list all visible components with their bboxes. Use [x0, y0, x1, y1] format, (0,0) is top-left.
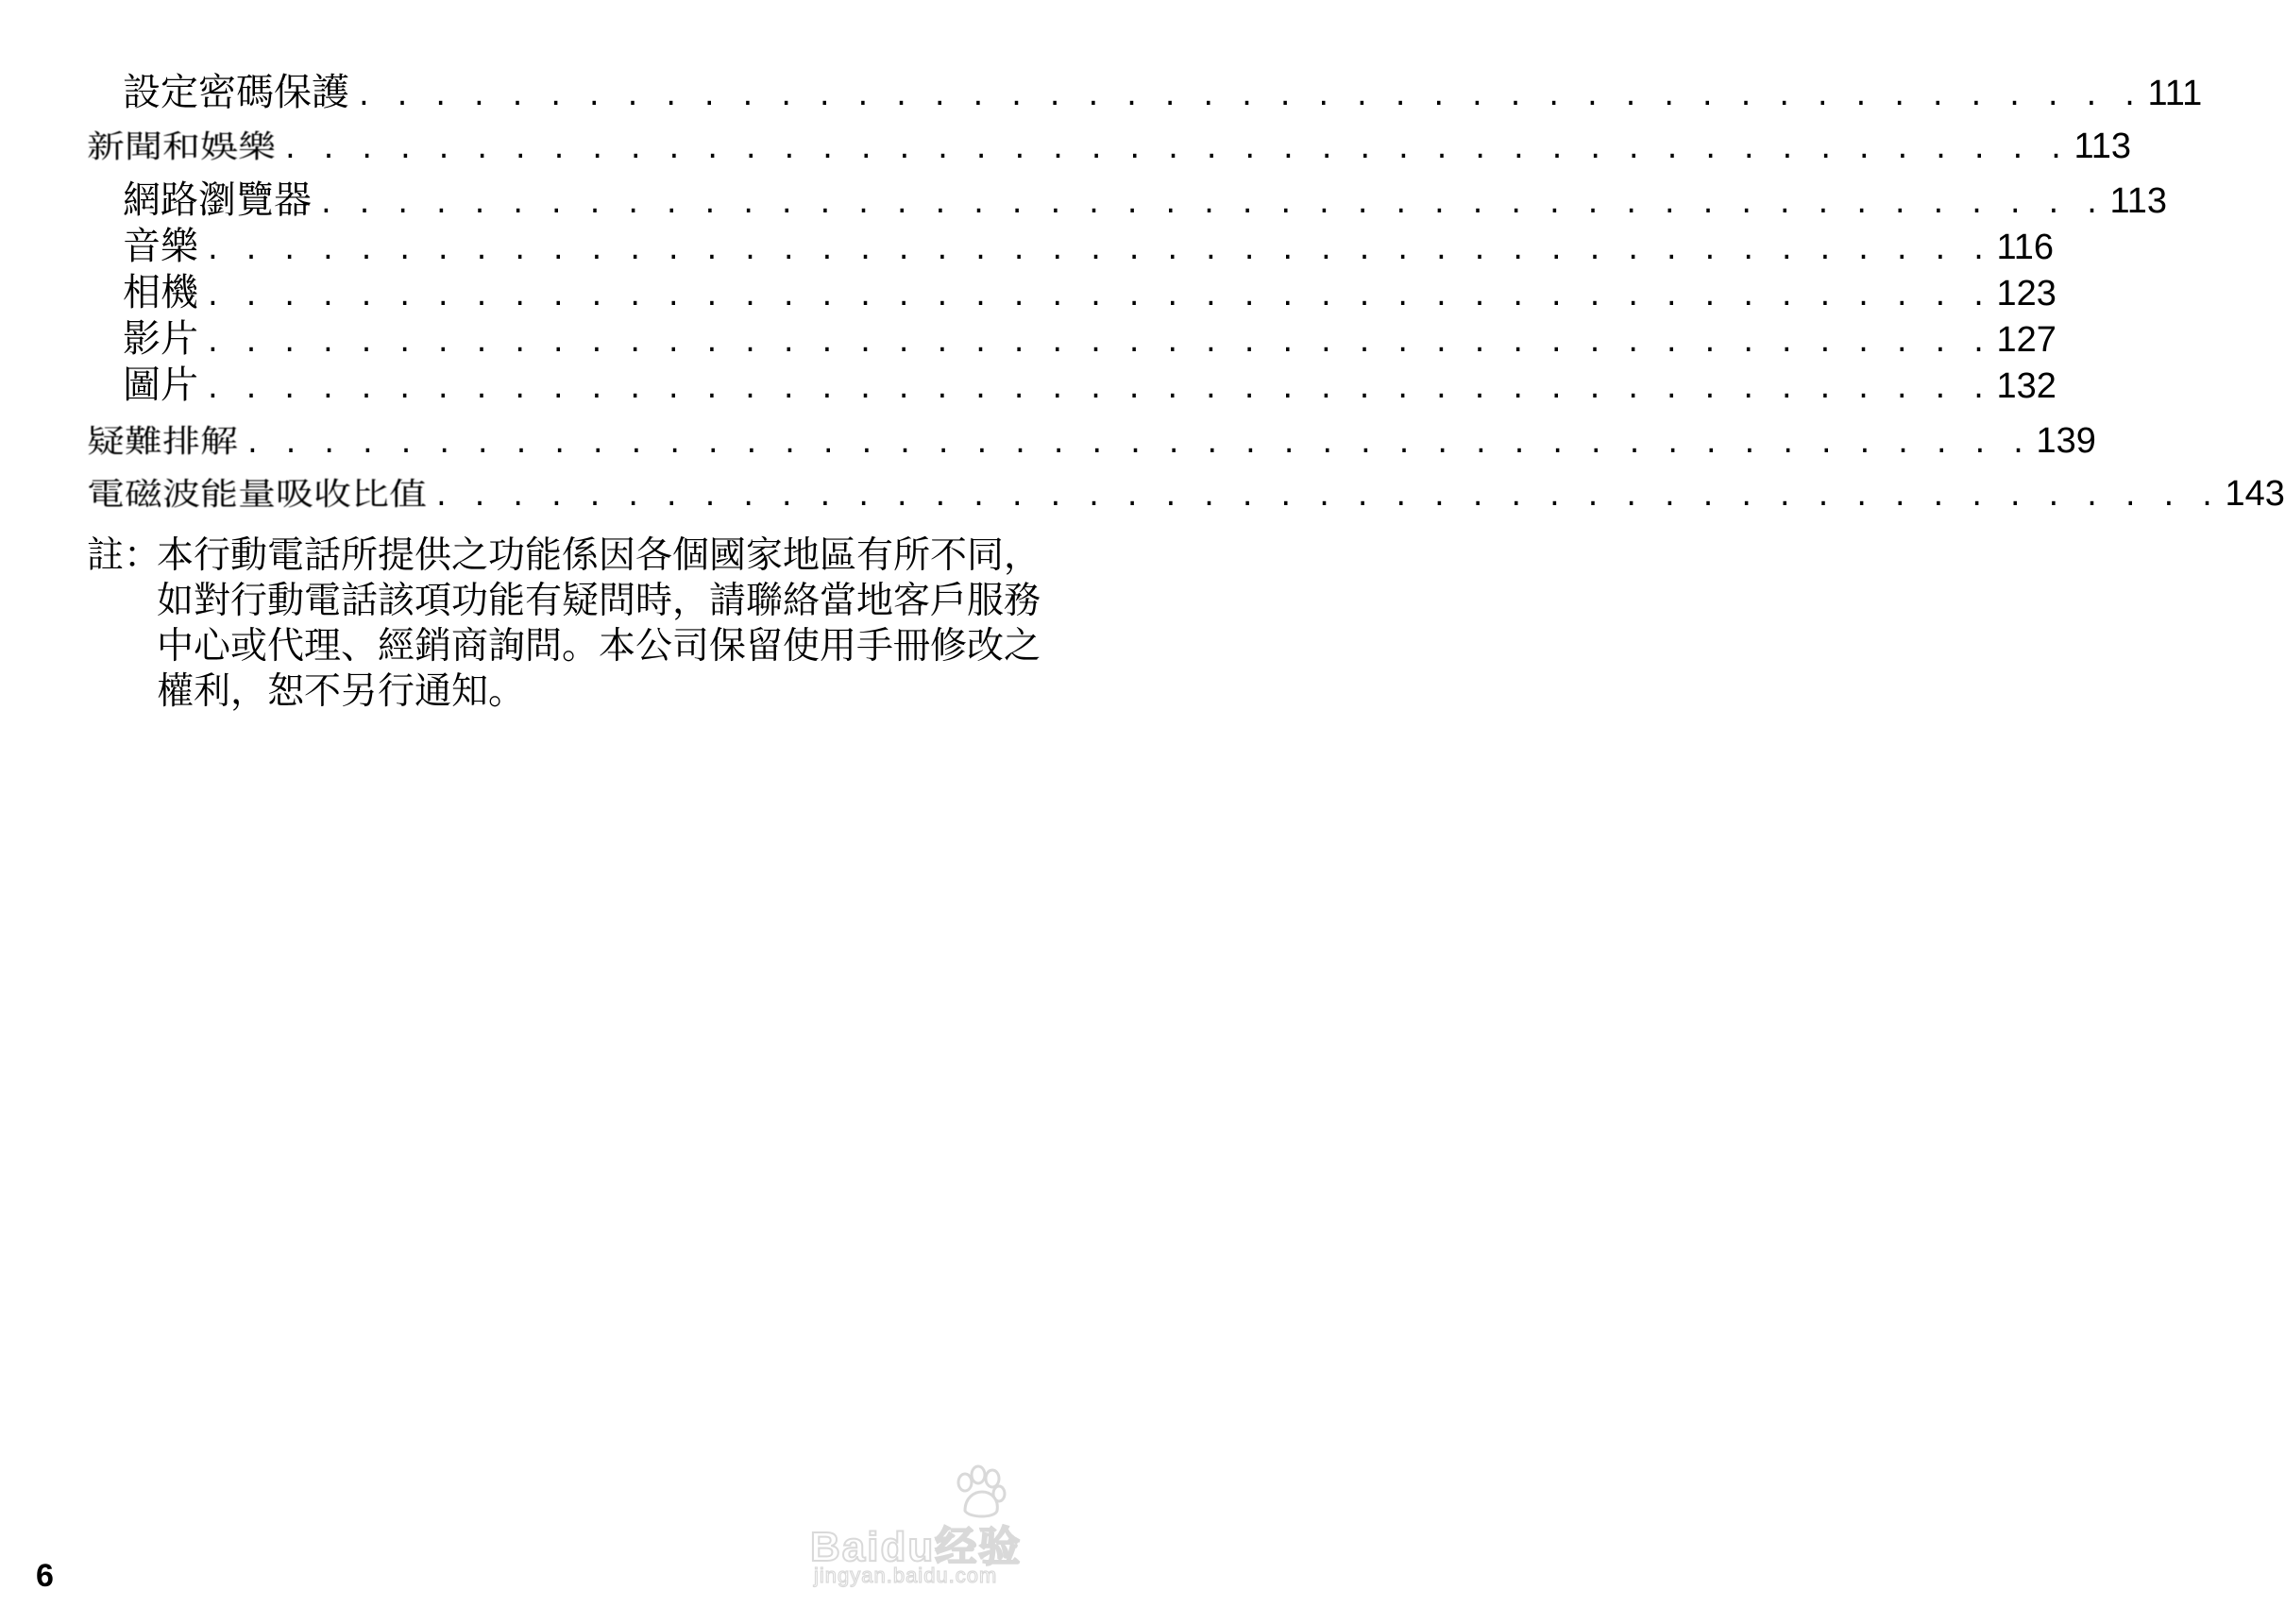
toc-entry-page: 139	[2036, 421, 2096, 461]
toc-entry[interactable]	[87, 123, 2132, 170]
toc-leader-dots: . . . . . . . . . . . . . . . . . . . . . . . . . . . . . . . . . . . . . . . . . . . . . . .	[359, 76, 2144, 113]
disclaimer-note	[87, 533, 1041, 715]
toc-leader-dots: . . . . . . . . . . . . . . . . . . . . . . . . . . . . . . . . . . . . . . . . . . . . . . .	[321, 183, 2107, 221]
toc-entry[interactable]	[87, 470, 2285, 517]
toc-entry-title: 電磁波能量吸收比值	[87, 476, 427, 513]
toc-leader-dots: . . . . . . . . . . . . . . . . . . . . . . . . . . . . . . . . . . . . . . . . . . . . . . .	[208, 322, 1993, 360]
toc-entry-page: 127	[1996, 320, 2056, 360]
page-number: 6	[36, 1558, 54, 1594]
toc-entry-page: 113	[2073, 127, 2132, 166]
toc-entry-page: 111	[2147, 74, 2203, 113]
watermark-url: jingyan.baidu.com	[814, 1564, 998, 1587]
toc-leader-dots: . . . . . . . . . . . . . . . . . . . . . . . . . . . . . . . . . . . . . . . . . . . . . . .	[285, 128, 2071, 166]
toc-entry[interactable]	[123, 363, 2056, 410]
toc-entry-title: 設定密碼保護	[123, 71, 349, 114]
toc-entry-title: 網路瀏覽器	[123, 178, 312, 222]
note-text-line: 中心或代理、經銷商詢問。本公司保留使用手冊修改之	[157, 625, 1041, 668]
toc-entry-title: 圖片	[123, 364, 198, 407]
toc-leader-dots: . . . . . . . . . . . . . . . . . . . . . . . . . . . . . . . . . . . . . . . . . . . . . . .	[208, 276, 1993, 313]
toc-entry[interactable]	[123, 70, 2203, 117]
toc-entry[interactable]	[87, 417, 2096, 465]
toc-leader-dots: . . . . . . . . . . . . . . . . . . . . . . . . . . . . . . . . . . . . . . . . . . . . . . .	[436, 476, 2222, 514]
toc-entry-page: 113	[2109, 181, 2168, 221]
toc-entry[interactable]	[123, 270, 2056, 317]
note-text-line: 權利，恕不另行通知。	[157, 670, 526, 713]
toc-leader-dots: . . . . . . . . . . . . . . . . . . . . . . . . . . . . . . . . . . . . . . . . . . . . . . .	[208, 368, 1993, 406]
toc-entry-title: 音樂	[123, 225, 198, 268]
note-label: 註：	[87, 534, 161, 577]
toc-entry-page: 143	[2225, 474, 2285, 514]
toc-entry[interactable]	[123, 178, 2168, 225]
toc-entry-page: 132	[1996, 366, 2056, 406]
toc-entry-title: 新聞和娛樂	[87, 128, 276, 165]
note-first-line	[87, 533, 1041, 579]
toc-entry[interactable]	[123, 316, 2056, 364]
toc-leader-dots: . . . . . . . . . . . . . . . . . . . . . . . . . . . . . . . . . . . . . . . . . . . . . . .	[208, 229, 1993, 267]
toc-entry-title: 相機	[123, 271, 198, 314]
watermark-logo: Baidu经验	[810, 1524, 1023, 1570]
baidu-watermark	[810, 1465, 1084, 1588]
note-text-line: 本行動電話所提供之功能係因各個國家地區有所不同，	[157, 534, 1041, 577]
toc-entry-page: 116	[1996, 228, 2055, 267]
toc-entry-page: 123	[1996, 274, 2056, 313]
toc-entry[interactable]	[123, 224, 2055, 271]
toc-leader-dots: . . . . . . . . . . . . . . . . . . . . . . . . . . . . . . . . . . . . . . . . . . . . . . .	[247, 423, 2033, 461]
toc-entry-title: 影片	[123, 317, 198, 361]
toc-entry-title: 疑難排解	[87, 423, 238, 460]
note-text-line: 如對行動電話該項功能有疑問時，請聯絡當地客戶服務	[157, 580, 1041, 622]
